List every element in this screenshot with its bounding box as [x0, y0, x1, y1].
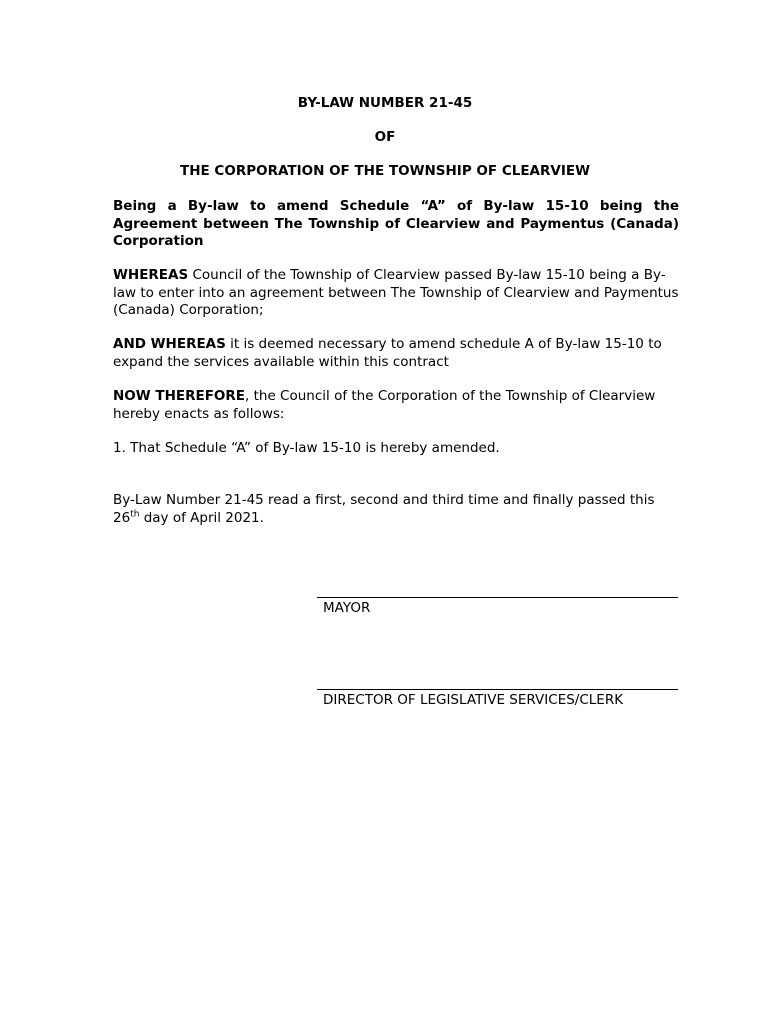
whereas-paragraph — [113, 267, 683, 320]
clerk-signature-line — [317, 689, 678, 690]
bylaw-number-heading: BY-LAW NUMBER 21-45 — [297, 95, 473, 111]
and-whereas-paragraph — [113, 336, 668, 371]
bylaw-purpose: Being a By-law to amend Schedule “A” of By-law 15-10 being the Agreement between The Township of Clearview and Paymentus (Canada) Corporation — [113, 198, 679, 249]
passed-statement — [113, 492, 683, 527]
and-whereas-text: it is deemed necessary to amend schedule A of By-law 15-10 to expand the services available within this contract — [113, 336, 662, 370]
of-heading: OF — [374, 129, 396, 145]
whereas-lead: WHEREAS — [113, 267, 189, 283]
passed-text-after: day of April 2021. — [139, 509, 264, 526]
and-whereas-lead: AND WHEREAS — [113, 336, 226, 352]
passed-text-before: By-Law Number 21-45 read a first, second and third time and finally passed this 26 — [113, 492, 655, 526]
passed-superscript: th — [130, 509, 140, 519]
clerk-label: DIRECTOR OF LEGISLATIVE SERVICES/CLERK — [323, 692, 624, 708]
clause-1: 1. That Schedule “A” of By-law 15-10 is hereby amended. — [113, 440, 500, 456]
mayor-signature-line — [317, 597, 678, 598]
now-therefore-lead: NOW THEREFORE — [113, 388, 246, 404]
now-therefore-paragraph — [113, 388, 683, 423]
now-therefore-text: , the Council of the Corporation of the Township of Clearview hereby enacts as follows: — [113, 388, 656, 422]
mayor-label: MAYOR — [323, 600, 371, 616]
corporation-heading: THE CORPORATION OF THE TOWNSHIP OF CLEARVIEW — [180, 163, 590, 179]
whereas-text: Council of the Township of Clearview passed By-law 15-10 being a By-law to enter into an agreement between The Township of Clearview and Paymentus (Canada) Corporation; — [113, 267, 679, 318]
